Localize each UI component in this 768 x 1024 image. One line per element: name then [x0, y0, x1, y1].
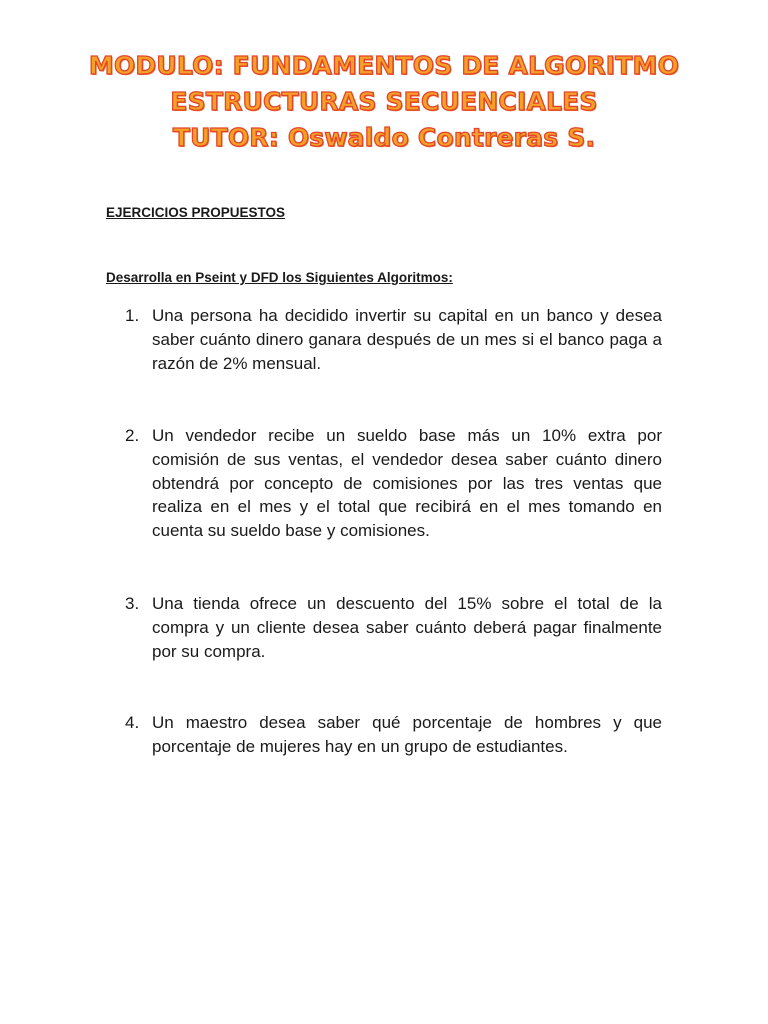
exercise-item: [125, 592, 662, 663]
exercise-item: [125, 304, 662, 375]
exercise-item: [125, 424, 662, 543]
section-heading: EJERCICIOS PROPUESTOS: [106, 205, 286, 220]
topic-title: ESTRUCTURAS SECUENCIALES: [170, 87, 598, 116]
exercise-text: Un maestro desea saber qué porcentaje de hombres y que porcentaje de mujeres hay en un grupo de estudiantes.: [152, 713, 662, 756]
exercise-number: 4.: [125, 713, 140, 732]
exercise-text: Una persona ha decidido invertir su capital en un banco y desea saber cuánto dinero ganara después de un mes si el banco paga a razón de 2% mensual.: [152, 306, 662, 373]
tutor-title: TUTOR: Oswaldo Contreras S.: [172, 123, 596, 152]
exercise-text: Una tienda ofrece un descuento del 15% sobre el total de la compra y un cliente desea saber cuánto deberá pagar finalmente por su compra.: [152, 594, 662, 661]
exercise-number: 3.: [125, 594, 140, 613]
module-title: MODULO: FUNDAMENTOS DE ALGORITMO: [88, 51, 680, 80]
instructions-heading: Desarrolla en Pseint y DFD los Siguientes Algoritmos:: [106, 270, 453, 285]
exercise-item: [125, 711, 662, 759]
title-block: [0, 48, 768, 156]
exercise-number: 2.: [125, 426, 140, 445]
exercise-number: 1.: [125, 306, 140, 325]
exercise-text: Un vendedor recibe un sueldo base más un 10% extra por comisión de sus ventas, el vendedor desea saber cuánto dinero obtendrá por concepto de comisiones por las tres ventas que realiza en el mes y el total que recibirá en el mes tomando en cuenta su sueldo base y comisiones.: [152, 426, 662, 541]
